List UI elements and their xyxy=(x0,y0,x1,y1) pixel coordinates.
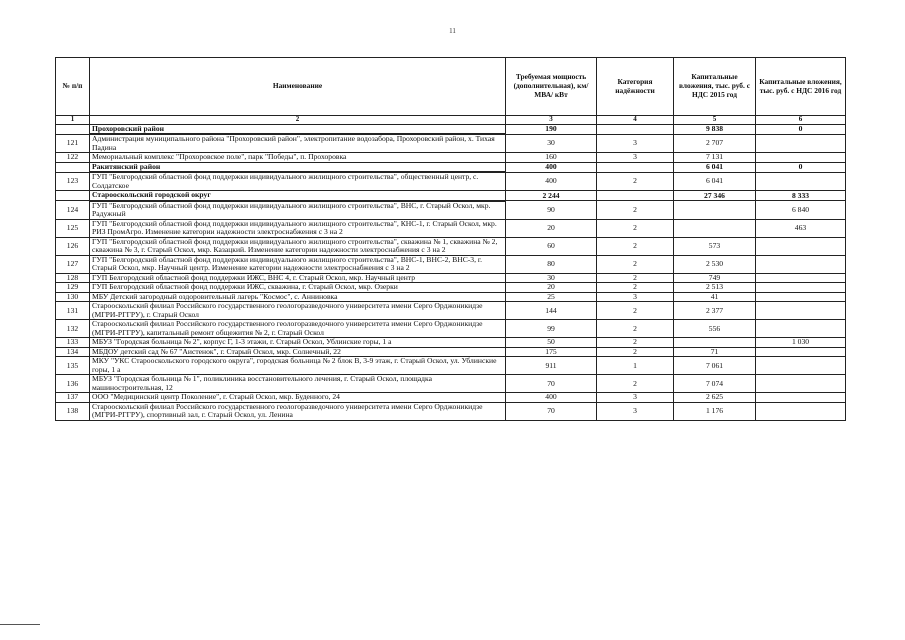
row-category: 2 xyxy=(597,273,674,283)
header-row xyxy=(56,58,846,116)
row-power: 20 xyxy=(506,219,597,237)
row-category: 2 xyxy=(597,172,674,191)
row-power: 30 xyxy=(506,273,597,283)
row-capex-2016: 0 xyxy=(756,162,846,172)
row-capex-2016 xyxy=(756,255,846,273)
column-index: 5 xyxy=(674,116,756,125)
row-capex-2016: 463 xyxy=(756,219,846,237)
row-category: 3 xyxy=(597,153,674,163)
row-capex-2015: 71 xyxy=(674,347,756,357)
row-capex-2015: 1 176 xyxy=(674,402,756,420)
row-name: ГУП "Белгородский областной фонд поддержки индивидуального жилищного строительства", скважина № 1, скважина № 2, скважина № 3, г. Старый Оскол, мкр. Казацкий. Изменение категории надежности электроснабжения с 3 на 2 xyxy=(90,237,506,255)
row-capex-2016 xyxy=(756,134,846,153)
row-capex-2016: 0 xyxy=(756,124,846,134)
row-name: МБУЗ "Городская больница № 2", корпус Г, 1-3 этажи, г. Старый Оскол, Ублинские горы, 1 а xyxy=(90,338,506,348)
row-category: 3 xyxy=(597,393,674,403)
table-row xyxy=(56,201,846,220)
row-power: 50 xyxy=(506,338,597,348)
row-capex-2016 xyxy=(756,302,846,320)
row-capex-2015: 27 346 xyxy=(674,191,756,201)
row-category: 2 xyxy=(597,347,674,357)
row-power: 2 244 xyxy=(506,191,597,201)
row-capex-2015: 2 377 xyxy=(674,302,756,320)
row-name: ГУП "Белгородский областной фонд поддержки индивидуального жилищного строительства", ВНС-1, ВНС-2, ВНС-3, г. Старый Оскол, мкр. Научный центр. Изменение категории надежности электроснабжения с 3 на 2 xyxy=(90,255,506,273)
row-name: Старооскольский филиал Российского государственного геологоразведочного университета имени Серго Орджоникидзе (МГРИ-РГГРУ), капитальный ремонт общежития № 2, г. Старый Оскол xyxy=(90,320,506,338)
district-row xyxy=(56,162,846,172)
row-number: 135 xyxy=(56,357,90,375)
row-number: 138 xyxy=(56,402,90,420)
row-name: Старооскольский городской округ xyxy=(90,191,506,201)
table-row xyxy=(56,338,846,348)
table-row xyxy=(56,402,846,420)
row-category: 2 xyxy=(597,283,674,293)
row-number xyxy=(56,191,90,201)
row-name: Старооскольский филиал Российского государственного геологоразведочного университета имени Серго Орджоникидзе (МГРИ-РГГРУ), спортивный зал, г. Старый Оскол, ул. Ленина xyxy=(90,402,506,420)
row-capex-2015: 556 xyxy=(674,320,756,338)
row-category: 2 xyxy=(597,338,674,348)
row-capex-2015: 6 041 xyxy=(674,172,756,191)
row-category: 2 xyxy=(597,255,674,273)
row-power: 99 xyxy=(506,320,597,338)
row-power: 400 xyxy=(506,162,597,172)
column-index: 3 xyxy=(506,116,597,125)
row-capex-2016 xyxy=(756,153,846,163)
row-category xyxy=(597,191,674,201)
row-number: 129 xyxy=(56,283,90,293)
row-number: 121 xyxy=(56,134,90,153)
row-capex-2015: 7 131 xyxy=(674,153,756,163)
table-row xyxy=(56,273,846,283)
table-row xyxy=(56,320,846,338)
row-power: 160 xyxy=(506,153,597,163)
row-name: Старооскольский филиал Российского государственного геологоразведочного университета имени Серго Орджоникидзе (МГРИ-РГГРУ), г. Старый Оскол xyxy=(90,302,506,320)
row-number: 131 xyxy=(56,302,90,320)
row-category: 2 xyxy=(597,201,674,220)
district-row xyxy=(56,124,846,134)
row-power: 70 xyxy=(506,375,597,393)
row-power: 80 xyxy=(506,255,597,273)
table-row xyxy=(56,172,846,191)
row-number: 126 xyxy=(56,237,90,255)
row-capex-2016 xyxy=(756,347,846,357)
table-row xyxy=(56,292,846,302)
row-power: 90 xyxy=(506,201,597,220)
row-number: 127 xyxy=(56,255,90,273)
row-capex-2016 xyxy=(756,320,846,338)
row-name: ГУП Белгородский областной фонд поддержки ИЖС, скважина, г. Старый Оскол, мкр. Озерки xyxy=(90,283,506,293)
row-power: 144 xyxy=(506,302,597,320)
table-row xyxy=(56,255,846,273)
row-number xyxy=(56,124,90,134)
row-number: 130 xyxy=(56,292,90,302)
row-number: 124 xyxy=(56,201,90,220)
row-capex-2016 xyxy=(756,402,846,420)
row-name: МБУЗ "Городская больница № 1", поликлиника восстановительного лечения, г. Старый Оскол, площадка машиностроительная, 12 xyxy=(90,375,506,393)
row-name: ГУП "Белгородский областной фонд поддержки индивидуального жилищного строительства", КНС-1, г. Старый Оскол, мкр. РИЗ ПромАгро. Изменение категории надежности электроснабжения с 3 на 2 xyxy=(90,219,506,237)
table-row xyxy=(56,134,846,153)
row-number: 134 xyxy=(56,347,90,357)
header-num: № п/п xyxy=(56,58,90,116)
header-name: Наименование xyxy=(90,58,506,116)
investment-table xyxy=(55,57,846,421)
row-power: 400 xyxy=(506,172,597,191)
row-capex-2015: 6 041 xyxy=(674,162,756,172)
table-row xyxy=(56,219,846,237)
row-power: 190 xyxy=(506,124,597,134)
table-row xyxy=(56,302,846,320)
row-capex-2015: 2 707 xyxy=(674,134,756,153)
row-name: ООО "Медицинский центр Поколение", г. Старый Оскол, мкр. Буденного, 24 xyxy=(90,393,506,403)
column-index: 6 xyxy=(756,116,846,125)
column-index: 4 xyxy=(597,116,674,125)
row-capex-2015 xyxy=(674,338,756,348)
row-power: 175 xyxy=(506,347,597,357)
row-name: Ракитянский район xyxy=(90,162,506,172)
row-power: 70 xyxy=(506,402,597,420)
row-capex-2015 xyxy=(674,219,756,237)
row-capex-2015: 2 625 xyxy=(674,393,756,403)
row-number: 133 xyxy=(56,338,90,348)
row-name: ГУП "Белгородский областной фонд поддержки индивидуального жилищного строительства", ВНС, г. Старый Оскол, мкр. Радужный xyxy=(90,201,506,220)
row-category xyxy=(597,124,674,134)
table-row xyxy=(56,347,846,357)
row-power: 30 xyxy=(506,134,597,153)
row-number: 132 xyxy=(56,320,90,338)
header-category: Категория надёжности xyxy=(597,58,674,116)
row-category: 3 xyxy=(597,292,674,302)
row-category: 2 xyxy=(597,219,674,237)
row-name: Прохоровский район xyxy=(90,124,506,134)
row-name: ГУП Белгородский областной фонд поддержки ИЖС, ВНС 4, г. Старый Оскол, мкр. Научный центр xyxy=(90,273,506,283)
header-power: Требуемая мощность (дополнительная), км/ МВА/ кВт xyxy=(506,58,597,116)
table-body xyxy=(56,124,846,420)
row-capex-2016 xyxy=(756,292,846,302)
row-name: ГУП "Белгородский областной фонд поддержки индивидуального жилищного строительства", общественный центр, с. Солдатское xyxy=(90,172,506,191)
table-row xyxy=(56,357,846,375)
row-category: 2 xyxy=(597,302,674,320)
row-name: МБУ Детский загородный оздоровительный лагерь "Космос", с. Анниновка xyxy=(90,292,506,302)
column-index-row xyxy=(56,116,846,125)
table-row xyxy=(56,237,846,255)
table-row xyxy=(56,393,846,403)
page-number: 11 xyxy=(449,27,456,35)
row-number: 137 xyxy=(56,393,90,403)
row-capex-2015: 749 xyxy=(674,273,756,283)
row-name: Администрация муниципального района "Прохоровский район", электропитание водозабора, Прохоровский район, х. Тихая Падина xyxy=(90,134,506,153)
row-capex-2015: 41 xyxy=(674,292,756,302)
row-number: 123 xyxy=(56,172,90,191)
row-number: 128 xyxy=(56,273,90,283)
row-capex-2016 xyxy=(756,237,846,255)
row-capex-2015: 2 513 xyxy=(674,283,756,293)
row-category: 2 xyxy=(597,320,674,338)
row-capex-2015: 7 074 xyxy=(674,375,756,393)
row-power: 25 xyxy=(506,292,597,302)
row-number: 136 xyxy=(56,375,90,393)
row-capex-2015: 7 061 xyxy=(674,357,756,375)
table-row xyxy=(56,283,846,293)
row-capex-2016 xyxy=(756,357,846,375)
table-row xyxy=(56,375,846,393)
row-capex-2016: 6 840 xyxy=(756,201,846,220)
row-number: 125 xyxy=(56,219,90,237)
row-capex-2015: 9 838 xyxy=(674,124,756,134)
row-power: 400 xyxy=(506,393,597,403)
row-category: 2 xyxy=(597,375,674,393)
row-capex-2016: 8 333 xyxy=(756,191,846,201)
row-category xyxy=(597,162,674,172)
row-category: 3 xyxy=(597,402,674,420)
row-category: 3 xyxy=(597,134,674,153)
row-capex-2016 xyxy=(756,393,846,403)
row-name: МБДОУ детский сад № 67 "Аистенок", г. Старый Оскол, мкр. Солнечный, 22 xyxy=(90,347,506,357)
row-capex-2015: 2 530 xyxy=(674,255,756,273)
row-capex-2016 xyxy=(756,172,846,191)
column-index: 2 xyxy=(90,116,506,125)
row-name: Мемориальный комплекс "Прохоровское поле", парк "Победы", п. Прохоровка xyxy=(90,153,506,163)
row-power: 20 xyxy=(506,283,597,293)
row-capex-2016: 1 030 xyxy=(756,338,846,348)
row-number: 122 xyxy=(56,153,90,163)
row-capex-2016 xyxy=(756,375,846,393)
table-row xyxy=(56,153,846,163)
district-row xyxy=(56,191,846,201)
row-name: МКУ "УКС Старооскольского городского округа", городская больница № 2 блок В, 3-9 этаж, г. Старый Оскол, ул. Ублинские горы, 1 а xyxy=(90,357,506,375)
row-number xyxy=(56,162,90,172)
header-capex-2016: Капитальные вложения, тыс. руб. с НДС 2016 год xyxy=(756,58,846,116)
row-capex-2015 xyxy=(674,201,756,220)
row-capex-2016 xyxy=(756,273,846,283)
row-category: 2 xyxy=(597,237,674,255)
footer-rule xyxy=(0,624,40,625)
header-capex-2015: Капитальные вложения, тыс. руб. с НДС 2015 год xyxy=(674,58,756,116)
row-category: 1 xyxy=(597,357,674,375)
row-power: 60 xyxy=(506,237,597,255)
column-index: 1 xyxy=(56,116,90,125)
row-power: 911 xyxy=(506,357,597,375)
row-capex-2015: 573 xyxy=(674,237,756,255)
row-capex-2016 xyxy=(756,283,846,293)
